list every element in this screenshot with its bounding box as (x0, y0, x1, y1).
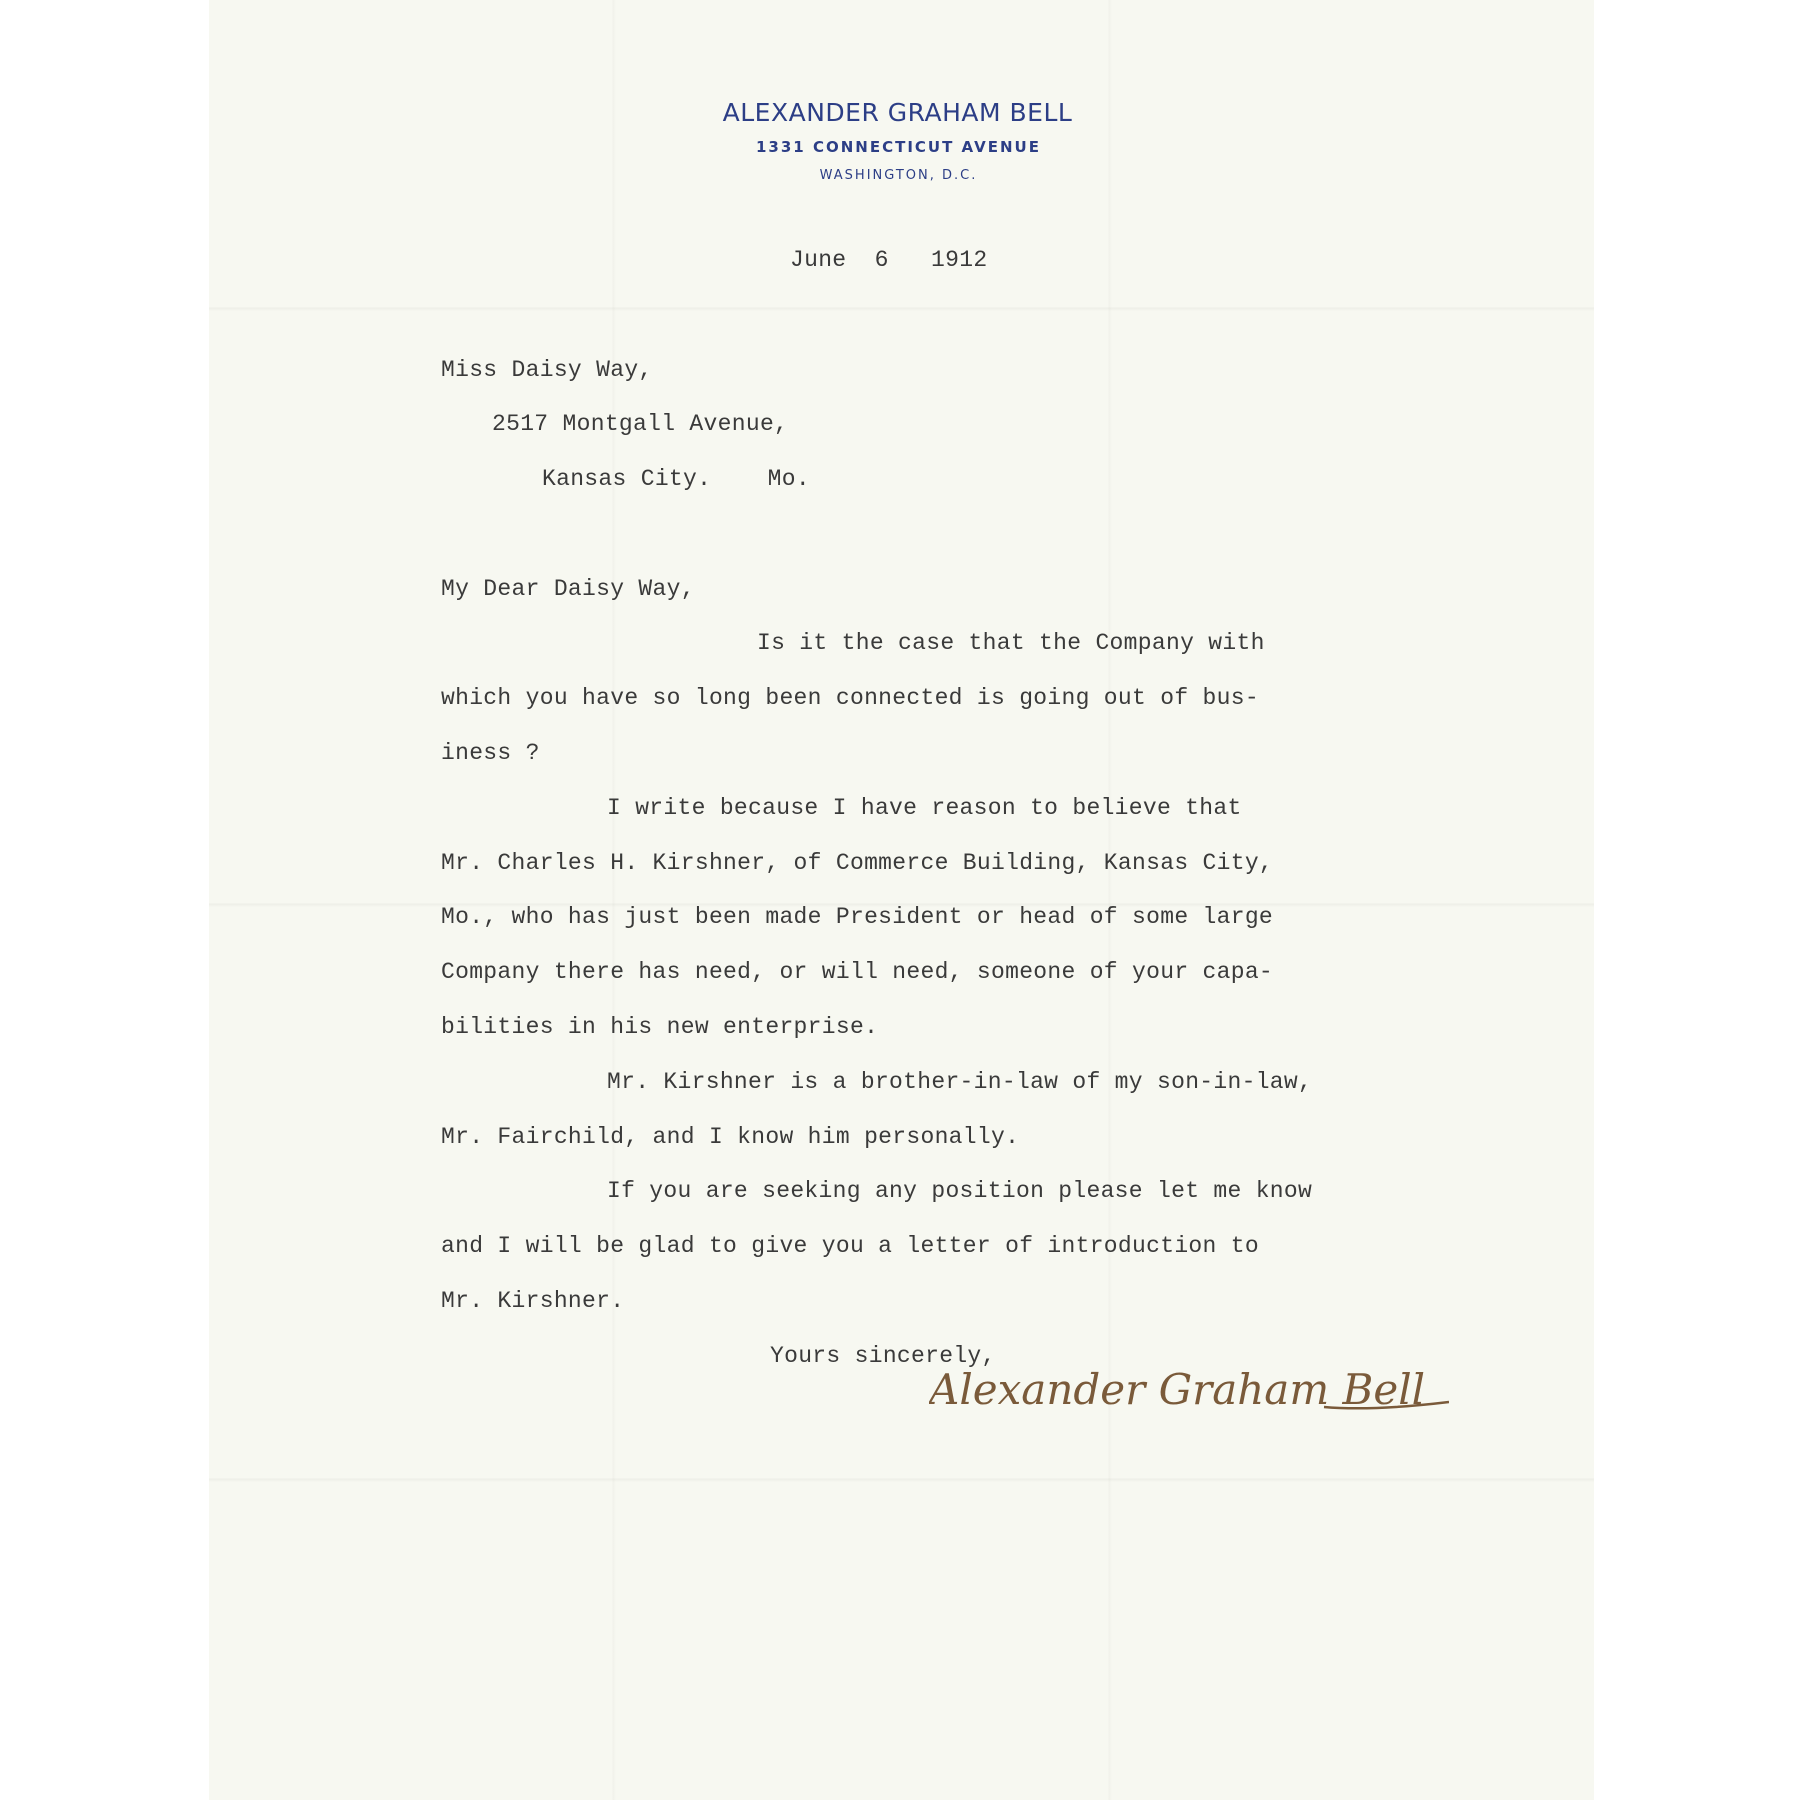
recipient-city: Kansas City. Mo. (542, 466, 810, 492)
letterhead-city: WASHINGTON, D.C. (819, 168, 978, 183)
body-line: Is it the case that the Company with (757, 630, 1265, 656)
letter-page (209, 0, 1594, 1800)
body-line: and I will be glad to give you a letter of introduction to (441, 1233, 1259, 1259)
letterhead-street: 1331 CONNECTICUT AVENUE (756, 138, 1041, 156)
salutation: My Dear Daisy Way, (441, 576, 695, 602)
body-line: which you have so long been connected is going out of bus- (441, 685, 1259, 711)
body-line: iness ? (441, 740, 540, 766)
signature (929, 1352, 1449, 1442)
body-line: Mr. Kirshner is a brother-in-law of my son-in-law, (607, 1069, 1313, 1095)
body-line: bilities in his new enterprise. (441, 1014, 879, 1040)
letterhead-name: ALEXANDER GRAHAM BELL (722, 98, 1073, 127)
signature-text: Alexander Graham Bell (929, 1365, 1426, 1414)
recipient-name: Miss Daisy Way, (441, 357, 653, 383)
recipient-street: 2517 Montgall Avenue, (492, 411, 789, 437)
body-line: Mr. Fairchild, and I know him personally. (441, 1124, 1020, 1150)
body-line: I write because I have reason to believe that (607, 795, 1242, 821)
body-line: Company there has need, or will need, someone of your capa- (441, 959, 1274, 985)
body-line: If you are seeking any position please let me know (607, 1178, 1313, 1204)
letter-date: June 6 1912 (790, 247, 988, 273)
body-line: Mr. Charles H. Kirshner, of Commerce Building, Kansas City, (441, 850, 1274, 876)
closing: Yours sincerely, (770, 1343, 996, 1369)
body-line: Mr. Kirshner. (441, 1288, 625, 1314)
body-line: Mo., who has just been made President or head of some large (441, 904, 1274, 930)
